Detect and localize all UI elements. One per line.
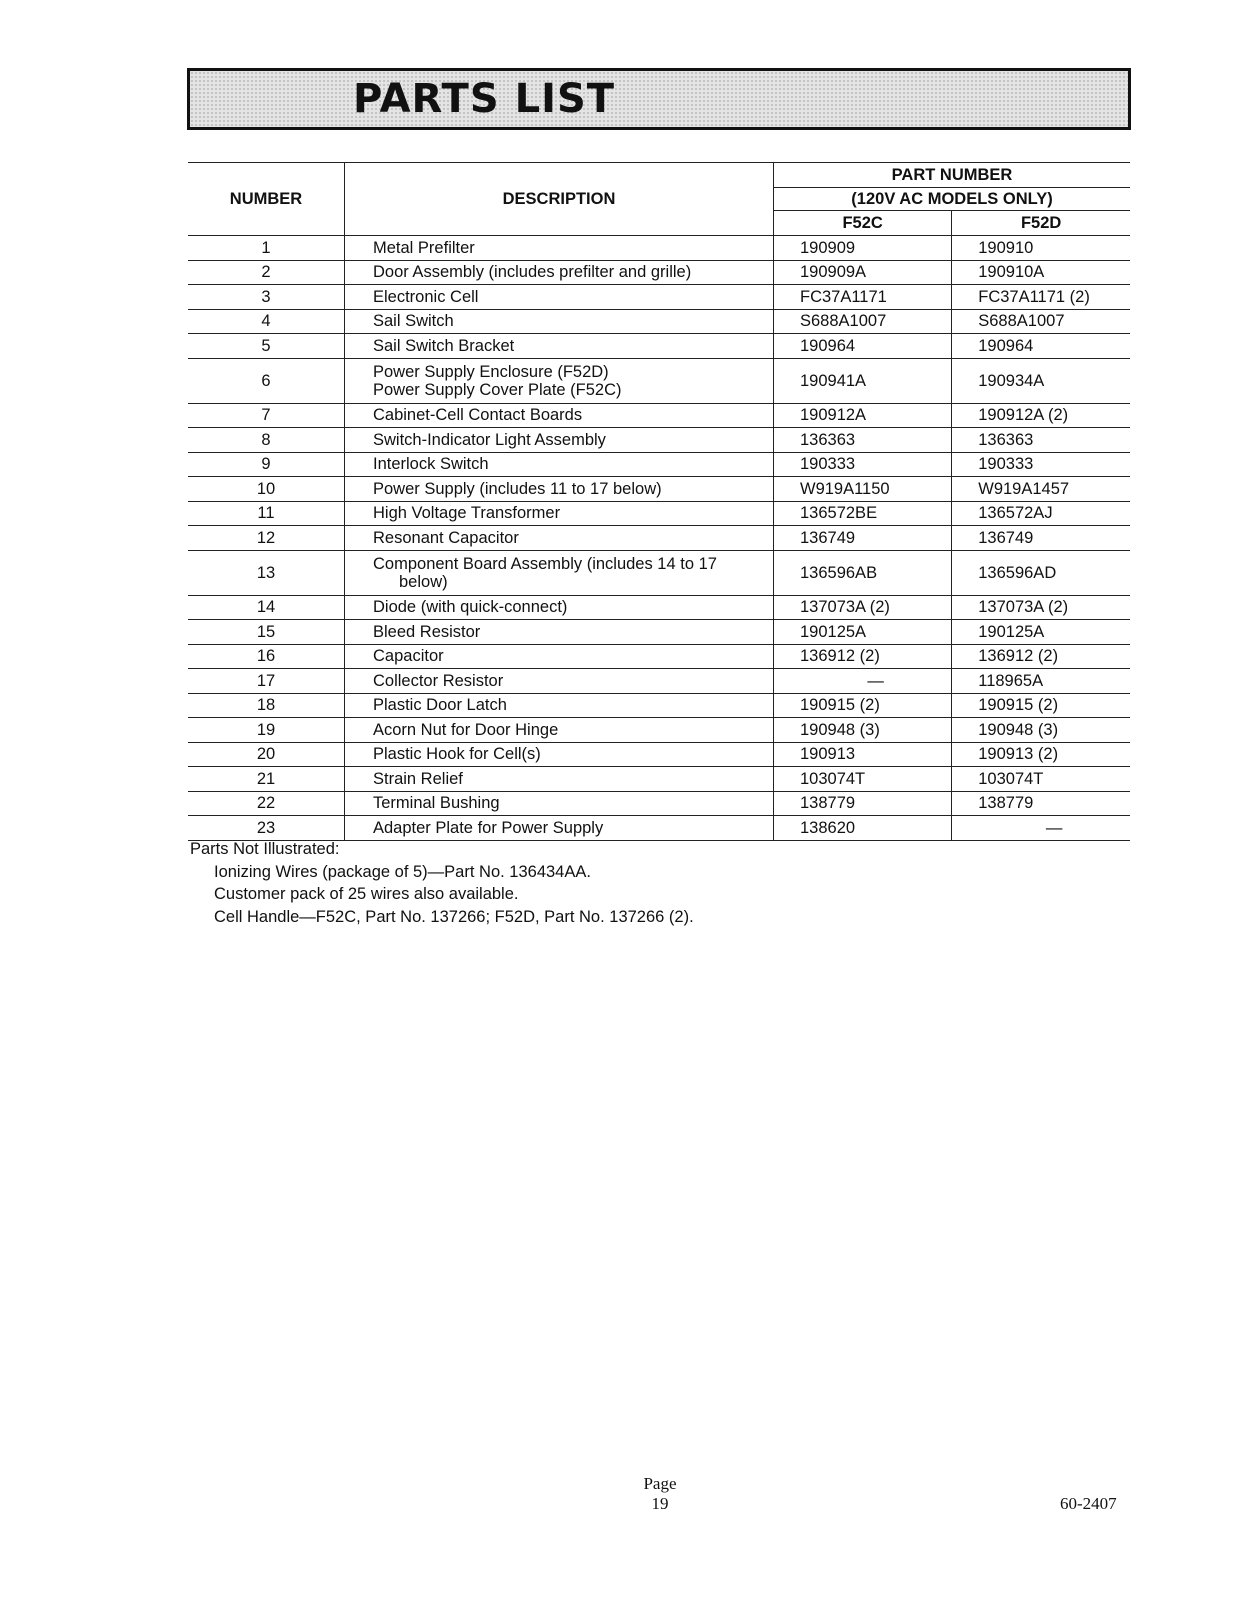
part-number-f52c: 136596AB <box>774 550 952 595</box>
part-description <box>345 595 774 620</box>
part-number-f52c: 190909 <box>774 236 952 261</box>
table-row <box>188 669 1130 694</box>
part-description <box>345 526 774 551</box>
part-number-f52c: 190333 <box>774 452 952 477</box>
table-row <box>188 260 1130 285</box>
part-number-f52c: 138779 <box>774 791 952 816</box>
part-description <box>345 403 774 428</box>
part-number-f52c: 190948 (3) <box>774 718 952 743</box>
part-number-index: 2 <box>188 260 345 285</box>
part-number-f52d: 118965A <box>952 669 1130 694</box>
table-row <box>188 285 1130 310</box>
table-row <box>188 816 1130 841</box>
part-description-line: Cabinet-Cell Contact Boards <box>373 406 583 425</box>
part-description-line: Electronic Cell <box>373 287 479 306</box>
part-number-f52c: 136363 <box>774 428 952 453</box>
table-row <box>188 693 1130 718</box>
part-number-f52c: 190912A <box>774 403 952 428</box>
part-description <box>345 620 774 645</box>
part-description-line: Sail Switch Bracket <box>373 336 515 355</box>
notes-line: Customer pack of 25 wires also available. <box>214 885 519 903</box>
part-number-f52d: S688A1007 <box>952 309 1130 334</box>
header-part-number-subtitle: (120V AC MODELS ONLY) <box>774 188 1131 211</box>
part-number-f52d: 190934A <box>952 358 1130 403</box>
part-description-line: High Voltage Transformer <box>373 504 561 523</box>
part-description <box>345 742 774 767</box>
part-number-f52c: 190964 <box>774 334 952 359</box>
part-number-index: 21 <box>188 767 345 792</box>
part-description <box>345 285 774 310</box>
part-number-index: 11 <box>188 501 345 526</box>
part-description-line: below) <box>399 572 448 591</box>
parts-table <box>188 162 1130 841</box>
part-number-f52d: 190910 <box>952 236 1130 261</box>
part-number-f52c: — <box>774 669 952 694</box>
part-description-line: Diode (with quick-connect) <box>373 598 568 617</box>
part-description <box>345 669 774 694</box>
part-description-line: Plastic Hook for Cell(s) <box>373 745 541 764</box>
part-number-index: 22 <box>188 791 345 816</box>
header-part-number: PART NUMBER <box>774 163 1131 188</box>
table-row <box>188 644 1130 669</box>
table-row <box>188 595 1130 620</box>
part-description-line: Strain Relief <box>373 769 463 788</box>
table-row <box>188 526 1130 551</box>
part-description <box>345 718 774 743</box>
part-number-f52c: 136749 <box>774 526 952 551</box>
part-number-index: 23 <box>188 816 345 841</box>
part-number-f52c: 190909A <box>774 260 952 285</box>
part-description-line: Power Supply Enclosure (F52D) <box>373 362 609 381</box>
notes-heading: Parts Not Illustrated: <box>190 840 340 858</box>
part-number-f52c: 190125A <box>774 620 952 645</box>
part-number-f52d: W919A1457 <box>952 477 1130 502</box>
part-number-f52d: 190125A <box>952 620 1130 645</box>
part-description <box>345 358 774 403</box>
page-footer <box>620 1474 700 1514</box>
part-number-f52d: 136363 <box>952 428 1130 453</box>
part-number-f52c: 190915 (2) <box>774 693 952 718</box>
part-number-index: 3 <box>188 285 345 310</box>
part-description-line: Door Assembly (includes prefilter and grille) <box>373 263 692 282</box>
part-number-f52d: 190964 <box>952 334 1130 359</box>
part-number-index: 19 <box>188 718 345 743</box>
notes-line: Ionizing Wires (package of 5)—Part No. 136434AA. <box>214 862 591 881</box>
table-row <box>188 358 1130 403</box>
part-number-f52c: 138620 <box>774 816 952 841</box>
parts-list-banner <box>187 68 1131 130</box>
part-number-f52d: 136912 (2) <box>952 644 1130 669</box>
part-number-f52c: 190941A <box>774 358 952 403</box>
part-description <box>345 334 774 359</box>
part-description <box>345 309 774 334</box>
part-number-index: 16 <box>188 644 345 669</box>
part-number-f52c: 190913 <box>774 742 952 767</box>
part-number-f52d: 137073A (2) <box>952 595 1130 620</box>
document-number: 60-2407 <box>1060 1494 1117 1513</box>
part-description-line: Terminal Bushing <box>373 794 500 813</box>
part-number-f52d: 136572AJ <box>952 501 1130 526</box>
part-number-f52c: 103074T <box>774 767 952 792</box>
part-description <box>345 816 774 841</box>
part-number-index: 8 <box>188 428 345 453</box>
part-description <box>345 550 774 595</box>
page-title: PARTS LIST <box>352 76 616 122</box>
part-number-f52c: 136572BE <box>774 501 952 526</box>
parts-not-illustrated-notes <box>190 838 694 928</box>
notes-line: Cell Handle—F52C, Part No. 137266; F52D, Part No. 137266 (2). <box>214 907 694 926</box>
part-number-index: 6 <box>188 358 345 403</box>
part-description <box>345 428 774 453</box>
part-number-f52d: 138779 <box>952 791 1130 816</box>
part-description <box>345 501 774 526</box>
part-number-f52c: S688A1007 <box>774 309 952 334</box>
part-number-f52c: W919A1150 <box>774 477 952 502</box>
part-description-line: Power Supply Cover Plate (F52C) <box>373 380 622 399</box>
part-number-f52d: 190948 (3) <box>952 718 1130 743</box>
part-description <box>345 452 774 477</box>
part-description <box>345 693 774 718</box>
table-row <box>188 428 1130 453</box>
part-description-line: Metal Prefilter <box>373 238 475 257</box>
part-number-index: 18 <box>188 693 345 718</box>
parts-table-body <box>188 236 1130 841</box>
part-number-index: 15 <box>188 620 345 645</box>
table-row <box>188 718 1130 743</box>
table-row <box>188 403 1130 428</box>
part-number-index: 1 <box>188 236 345 261</box>
table-row <box>188 791 1130 816</box>
part-description-line: Component Board Assembly (includes 14 to 17 <box>373 554 717 573</box>
page-label: Page <box>643 1474 677 1493</box>
table-row <box>188 767 1130 792</box>
header-model-f52c: F52C <box>774 211 952 236</box>
page-number: 19 <box>651 1494 669 1513</box>
part-description <box>345 644 774 669</box>
part-number-f52c: 136912 (2) <box>774 644 952 669</box>
part-number-f52d: 190915 (2) <box>952 693 1130 718</box>
part-description <box>345 791 774 816</box>
table-row <box>188 742 1130 767</box>
table-row <box>188 550 1130 595</box>
part-number-f52d: 136749 <box>952 526 1130 551</box>
part-number-f52d: 190910A <box>952 260 1130 285</box>
header-description: DESCRIPTION <box>345 163 774 236</box>
part-number-f52c: FC37A1171 <box>774 285 952 310</box>
part-description-line: Switch-Indicator Light Assembly <box>373 430 606 449</box>
part-description-line: Adapter Plate for Power Supply <box>373 818 604 837</box>
part-number-f52c: 137073A (2) <box>774 595 952 620</box>
part-number-index: 14 <box>188 595 345 620</box>
table-row <box>188 236 1130 261</box>
header-model-f52d: F52D <box>952 211 1130 236</box>
part-number-f52d: — <box>952 816 1130 841</box>
part-description-line: Capacitor <box>373 647 444 666</box>
part-number-index: 10 <box>188 477 345 502</box>
table-row <box>188 334 1130 359</box>
part-number-index: 12 <box>188 526 345 551</box>
part-number-f52d: FC37A1171 (2) <box>952 285 1130 310</box>
part-description-line: Resonant Capacitor <box>373 528 519 547</box>
part-description <box>345 477 774 502</box>
header-number: NUMBER <box>188 163 345 236</box>
part-number-index: 4 <box>188 309 345 334</box>
part-description-line: Plastic Door Latch <box>373 696 507 715</box>
part-description-line: Power Supply (includes 11 to 17 below) <box>373 479 662 498</box>
part-number-index: 20 <box>188 742 345 767</box>
table-row <box>188 501 1130 526</box>
part-number-index: 7 <box>188 403 345 428</box>
part-number-f52d: 136596AD <box>952 550 1130 595</box>
part-description-line: Acorn Nut for Door Hinge <box>373 720 559 739</box>
table-row <box>188 309 1130 334</box>
part-description <box>345 260 774 285</box>
part-number-f52d: 190913 (2) <box>952 742 1130 767</box>
part-number-f52d: 190912A (2) <box>952 403 1130 428</box>
part-number-index: 13 <box>188 550 345 595</box>
table-row <box>188 620 1130 645</box>
part-number-index: 9 <box>188 452 345 477</box>
table-row <box>188 477 1130 502</box>
part-number-index: 17 <box>188 669 345 694</box>
part-number-index: 5 <box>188 334 345 359</box>
part-description-line: Sail Switch <box>373 312 454 331</box>
part-number-f52d: 190333 <box>952 452 1130 477</box>
part-description-line: Bleed Resistor <box>373 622 481 641</box>
part-description-line: Collector Resistor <box>373 671 504 690</box>
part-description-line: Interlock Switch <box>373 455 489 474</box>
part-description <box>345 767 774 792</box>
part-description <box>345 236 774 261</box>
part-number-f52d: 103074T <box>952 767 1130 792</box>
table-row <box>188 452 1130 477</box>
